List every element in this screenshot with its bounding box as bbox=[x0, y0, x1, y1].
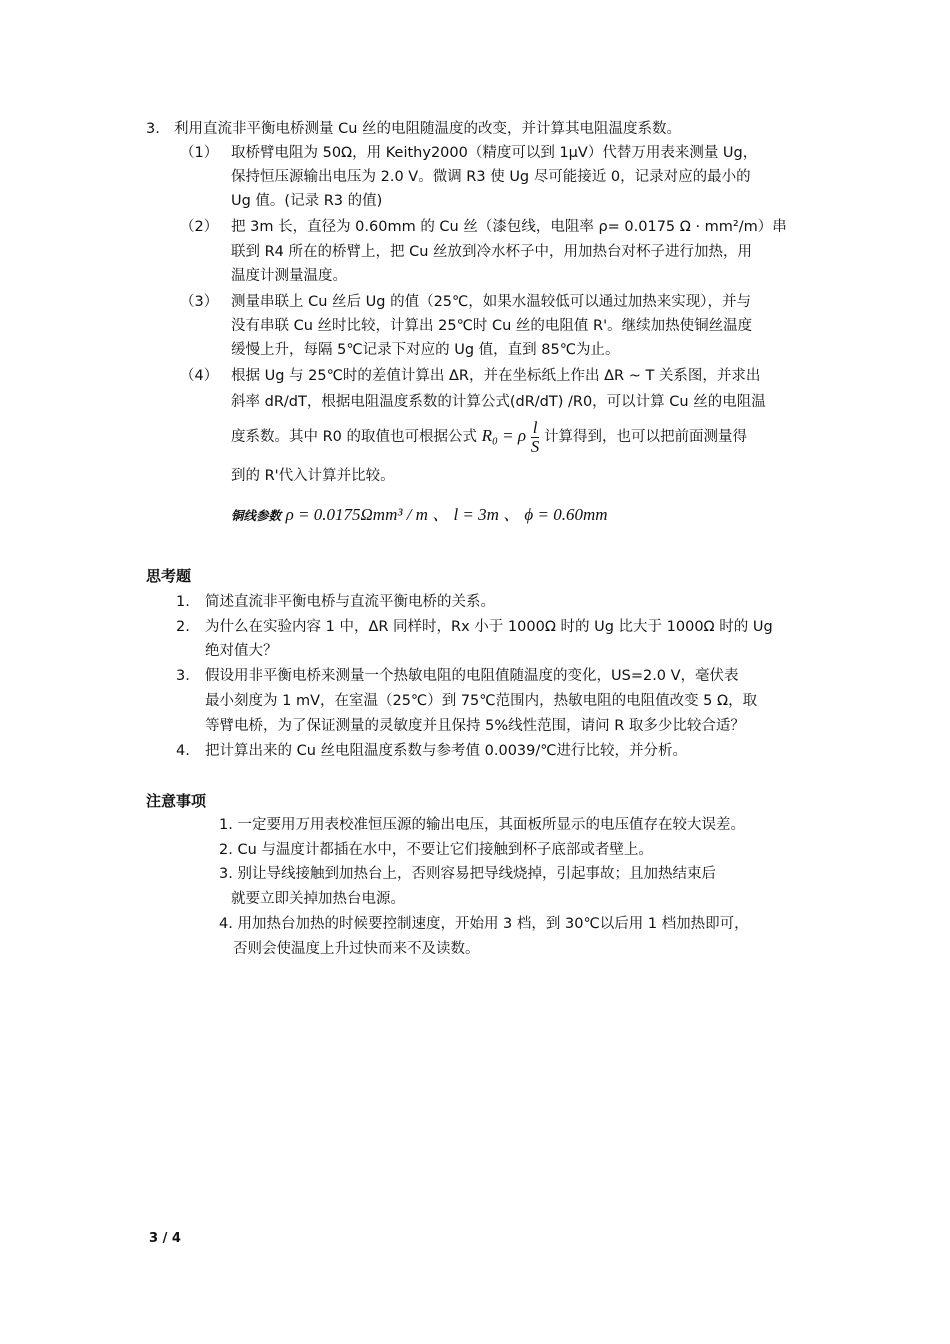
questions-heading: 思考题 bbox=[146, 567, 192, 585]
step-1-line-1: 取桥臂电阻为 50Ω，用 Keithy2000（精度可以到 1μV）代替万用表来测量 Ug， bbox=[231, 145, 758, 161]
question-line: 最小刻度为 1 mV，在室温（25℃）到 75℃范围内，热敏电阻的电阻值改变 5 Ω，取 bbox=[205, 693, 758, 709]
copper-params bbox=[231, 503, 608, 528]
section-number: 3. bbox=[146, 121, 160, 137]
question-number: 1. bbox=[176, 594, 190, 610]
note-line: 4. 用加热台加热的时候要控制速度，开始用 3 档，到 30℃以后用 1 档加热即可， bbox=[219, 916, 749, 932]
question-line: 把计算出来的 Cu 丝电阻温度系数与参考值 0.0039/℃进行比较，并分析。 bbox=[205, 743, 688, 759]
formula-denominator: S bbox=[530, 436, 540, 456]
formula-numerator: l bbox=[532, 417, 538, 437]
question-line: 绝对值大？ bbox=[205, 643, 278, 659]
note-line: 就要立即关掉加热台电源。 bbox=[231, 891, 405, 907]
step-1-line-2: 保持恒压源输出电压为 2.0 V。微调 R3 使 Ug 尽可能接近 0，记录对应的最小的 bbox=[231, 169, 751, 185]
step-2-line-2: 联到 R4 所在的桥臂上，把 Cu 丝放到冷水杯子中，用加热台对杯子进行加热，用 bbox=[231, 244, 753, 260]
step-4-line-3 bbox=[231, 418, 747, 456]
question-line: 假设用非平衡电桥来测量一个热敏电阻的电阻值随温度的变化，US=2.0 V，毫伏表 bbox=[205, 668, 739, 684]
step-4-line-4: 到的 R'代入计算并比较。 bbox=[231, 468, 395, 484]
step-3-line-3: 缓慢上升，每隔 5℃记录下对应的 Ug 值，直到 85℃为止。 bbox=[231, 342, 620, 358]
step-1-line-3: Ug 值。(记录 R3 的值) bbox=[231, 193, 383, 209]
formula-r0: R₀ = ρ bbox=[481, 426, 527, 445]
step-4-line-3-start: 度系数。其中 R0 的取值也可根据公式 bbox=[231, 429, 478, 445]
formula-fraction bbox=[531, 419, 540, 456]
step-3-line-1: 测量串联上 Cu 丝后 Ug 的值（25℃，如果水温较低可以通过加热来实现），并与 bbox=[231, 294, 752, 310]
question-line: 等臂电桥，为了保证测量的灵敏度并且保持 5%线性范围，请问 R 取多少比较合适？ bbox=[205, 718, 745, 734]
step-4-line-3-end: 计算得到，也可以把前面测量得 bbox=[544, 429, 748, 445]
step-4-label: （4） bbox=[180, 368, 219, 384]
step-2-label: （2） bbox=[180, 219, 219, 235]
step-1-label: （1） bbox=[180, 145, 219, 161]
step-4-line-2: 斜率 dR/dT，根据电阻温度系数的计算公式(dR/dT) /R0，可以计算 Cu 丝的电阻温 bbox=[231, 394, 766, 410]
section-title: 利用直流非平衡电桥测量 Cu 丝的电阻随温度的改变，并计算其电阻温度系数。 bbox=[174, 121, 682, 137]
note-line: 1. 一定要用万用表校准恒压源的输出电压，其面板所显示的电压值存在较大误差。 bbox=[219, 817, 745, 833]
question-number: 2. bbox=[176, 619, 190, 635]
step-3-label: （3） bbox=[180, 294, 219, 310]
step-3-line-2: 没有串联 Cu 丝时比较，计算出 25℃时 Cu 丝的电阻值 R'。继续加热使铜丝温度 bbox=[231, 318, 753, 334]
question-number: 3. bbox=[176, 668, 190, 684]
notes-heading: 注意事项 bbox=[146, 792, 207, 810]
note-line: 否则会使温度上升过快而来不及读数。 bbox=[233, 941, 480, 957]
question-line: 简述直流非平衡电桥与直流平衡电桥的关系。 bbox=[205, 594, 495, 610]
note-line: 3. 别让导线接触到加热台上，否则容易把导线烧掉，引起事故；且加热结束后 bbox=[219, 866, 716, 882]
note-line: 2. Cu 与温度计都插在水中，不要让它们接触到杯子底部或者壁上。 bbox=[219, 842, 653, 858]
step-2-line-3: 温度计测量温度。 bbox=[231, 268, 347, 284]
question-number: 4. bbox=[176, 743, 190, 759]
question-line: 为什么在实验内容 1 中，ΔR 同样时，Rx 小于 1000Ω 时的 Ug 比大于 1000Ω 时的 Ug bbox=[205, 619, 773, 635]
copper-params-formula: ρ = 0.0175Ωmm³ / m 、 l = 3m 、 ϕ = 0.60mm bbox=[285, 505, 608, 524]
step-2-line-1: 把 3m 长，直径为 0.60mm 的 Cu 丝（漆包线，电阻率 ρ= 0.0175 Ω · mm²/m）串 bbox=[231, 219, 787, 235]
copper-params-label: 铜线参数 bbox=[231, 508, 282, 523]
page-number: 3 / 4 bbox=[149, 1231, 181, 1246]
step-4-line-1: 根据 Ug 与 25℃时的差值计算出 ΔR，并在坐标纸上作出 ΔR ~ T 关系图，并求出 bbox=[231, 368, 761, 384]
